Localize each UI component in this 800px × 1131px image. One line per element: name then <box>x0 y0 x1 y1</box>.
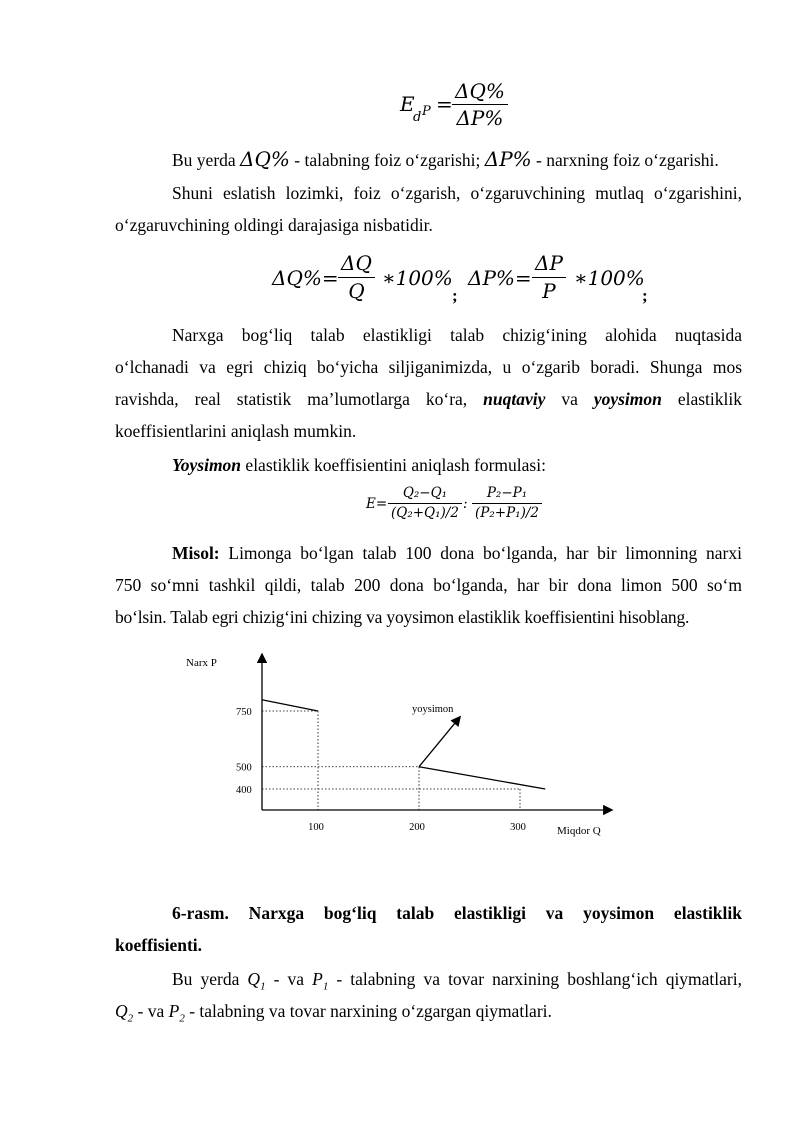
formula-separator-2: ; <box>642 286 648 305</box>
arc-den-p: (P₂+P₁)/2 <box>475 505 539 521</box>
yoysimon-arrow <box>419 718 459 767</box>
x-tick-label-300: 300 <box>510 822 526 833</box>
dq-numerator: ΔQ <box>338 250 375 278</box>
x-axis-label: Miqdor Q <box>557 825 601 837</box>
demand-segment-0 <box>262 700 318 711</box>
formula-separator-1: ; <box>452 286 458 305</box>
arc-num-p: P₂−P₁ <box>472 484 542 504</box>
dq-tail: ∗100% <box>382 266 453 290</box>
paragraph-yoysimon: Yoysimon elastiklik koeffisientini aniqlash formulasi: <box>172 455 546 475</box>
q2-symbol: Q <box>115 1001 128 1021</box>
dp-numerator: ΔP <box>532 250 566 278</box>
p1-symbol: P <box>312 969 323 989</box>
arc-colon: : <box>463 496 468 512</box>
delta-q-symbol: ΔQ% <box>240 147 290 171</box>
paragraph-narxga-line2: o‘lchanadi va egri chiziq bo‘yicha siljiganimizda, u o‘zgarib boradi. Shunga mos <box>115 357 742 377</box>
term-yoysimon-heading: Yoysimon <box>172 455 242 475</box>
term-yoysimon: yoysimon <box>593 389 662 409</box>
paragraph-final-line2: $Q_2$ - va $P_2$ - talabning va tovar narxining o‘zgargan qiymatlari. <box>115 1001 552 1025</box>
dp-tail: ∗100% <box>574 266 645 290</box>
dq-percent-lhs: ΔQ%= <box>272 266 339 290</box>
demand-segment-1 <box>419 767 545 789</box>
term-nuqtaviy: nuqtaviy <box>483 389 546 409</box>
formula-equals: = <box>436 92 453 116</box>
q1-symbol: Q <box>247 969 261 989</box>
paragraph-narxga-line1: Narxga bog‘liq talab elastikligi talab chizig‘ining alohida nuqtasida <box>172 325 742 345</box>
dq-denominator: Q <box>348 279 365 303</box>
paragraph-misol-line1: Misol: Limonga bo‘lgan talab 100 dona bo‘lganda, har bir limonning narxi <box>172 543 742 563</box>
paragraph-final-line1: Bu yerda $Q_1$ - va $P_1$ - talabning va tovar narxining boshlang‘ich qiymatlari, <box>172 969 742 993</box>
y-tick-label-500: 500 <box>236 762 252 774</box>
paragraph-shuni-line1: Shuni eslatish lozimki, foiz o‘zgarish, o‘zgaruvchining mutlaq o‘zgarishini, <box>172 183 742 203</box>
paragraph-narxga-line3: ravishda, real statistik ma’lumotlarga ko‘ra, nuqtaviy va yoysimon elastiklik <box>115 389 742 409</box>
yoysimon-annotation: yoysimon <box>412 704 454 715</box>
y-tick-label-400: 400 <box>236 785 252 796</box>
formula-numerator: ΔQ% <box>452 78 508 105</box>
paragraph-narxga-line4: koeffisientlarini aniqlash mumkin. <box>115 421 357 441</box>
x-tick-label-100: 100 <box>308 822 324 833</box>
paragraph-shuni-line2: o‘zgaruvchining oldingi darajasiga nisbatidir. <box>115 215 433 235</box>
delta-p-symbol: ΔP% <box>484 147 532 171</box>
dp-percent-lhs: ΔP%= <box>468 266 532 290</box>
misol-label: Misol: <box>172 543 220 563</box>
formula-lhs: E <box>400 92 415 116</box>
formula-lhs-sub: d <box>413 110 422 125</box>
paragraph-misol-line2: 750 so‘mni tashkil qildi, talab 200 dona bo‘lganda, har bir dona limon 500 so‘m <box>115 575 742 595</box>
y-axis-label: Narx P <box>186 657 217 669</box>
arc-num-q: Q₂−Q₁ <box>388 484 462 504</box>
figure-caption-line2: koeffisienti. <box>115 935 203 955</box>
figure-caption-line1: 6-rasm. Narxga bog‘liq talab elastikligi va yoysimon elastiklik <box>172 903 742 923</box>
formula-denominator: ΔP% <box>456 106 504 130</box>
dp-denominator: P <box>542 279 556 303</box>
arc-lhs: E= <box>366 496 388 512</box>
y-tick-label-750: 750 <box>236 707 252 718</box>
x-tick-label-200: 200 <box>409 822 425 833</box>
formula-lhs-subsub: P <box>422 104 431 119</box>
paragraph-definitions: Bu yerda ΔQ% - talabning foiz o‘zgarishi; ΔP% - narxning foiz o‘zgarishi. <box>172 147 719 171</box>
p2-symbol: P <box>168 1001 180 1021</box>
arc-den-q: (Q₂+Q₁)/2 <box>391 505 459 521</box>
paragraph-misol-line3: bo‘lsin. Talab egri chizig‘ini chizing va yoysimon elastiklik koeffisientini hisoblang. <box>115 607 690 627</box>
